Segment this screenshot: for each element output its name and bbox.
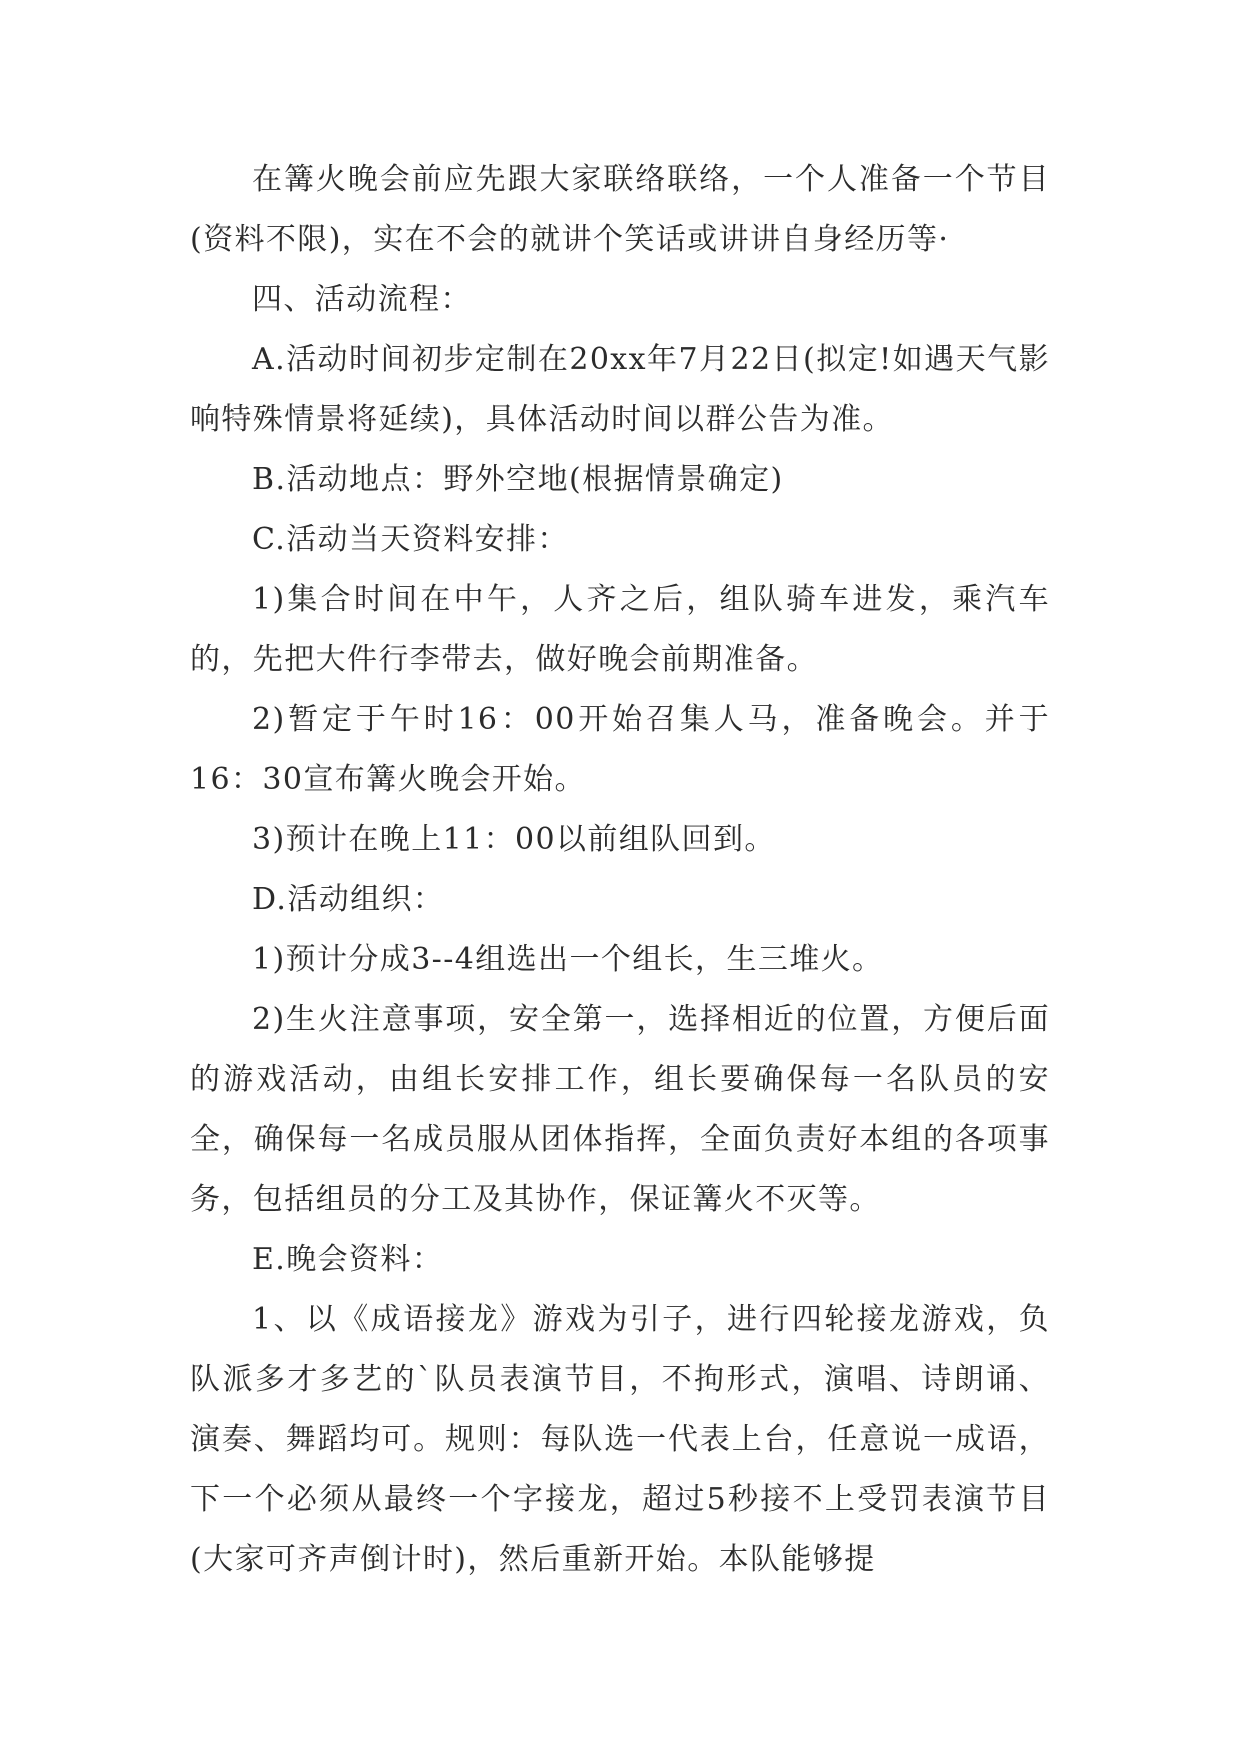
paragraph-return-time: 3)预计在晚上11：00以前组队回到。	[252, 822, 776, 857]
paragraph-groups: 1)预计分成3--4组选出一个组长，生三堆火。	[252, 942, 884, 977]
paragraph-idiom-game: 1、以《成语接龙》游戏为引子，进行四轮接龙游戏，负队派多才多艺的`队员表演节目，不拘形式，演唱、诗朗诵、演奏、舞蹈均可。规则：每队选一代表上台，任意说一成语，下一个必须从最终一个字接龙，超过5秒接不上受罚表演节目(大家可齐声倒计时)，然后重新开始。本队能够提	[190, 1302, 1050, 1577]
paragraph-fire-safety: 2)生火注意事项，安全第一，选择相近的位置，方便后面的游戏活动，由组长安排工作，组长要确保每一名队员的安全，确保每一名成员服从团体指挥，全面负责好本组的各项事务，包括组员的分工及其协作，保证篝火不灭等。	[190, 1002, 1050, 1217]
heading-organization: D.活动组织：	[252, 882, 445, 917]
heading-day-schedule: C.活动当天资料安排：	[252, 522, 569, 557]
paragraph-activity-location: B.活动地点：野外空地(根据情景确定)	[252, 462, 784, 497]
document-body	[190, 150, 1050, 1590]
heading-party-content: E.晚会资料：	[252, 1242, 444, 1277]
paragraph-gathering: 1)集合时间在中午，人齐之后，组队骑车进发，乘汽车的，先把大件行李带去，做好晚会前期准备。	[190, 582, 1050, 677]
paragraph-start-time: 2)暂定于午时16：00开始召集人马，准备晚会。并于16：30宣布篝火晚会开始。	[190, 702, 1050, 797]
paragraph-activity-time: A.活动时间初步定制在20xx年7月22日(拟定!如遇天气影响特殊情景将延续)，具体活动时间以群公告为准。	[190, 342, 1050, 437]
paragraph-program-prep: 在篝火晚会前应先跟大家联络联络，一个人准备一个节目(资料不限)，实在不会的就讲个笑话或讲讲自身经历等·	[190, 162, 1050, 257]
heading-activity-process: 四、活动流程：	[252, 282, 472, 317]
